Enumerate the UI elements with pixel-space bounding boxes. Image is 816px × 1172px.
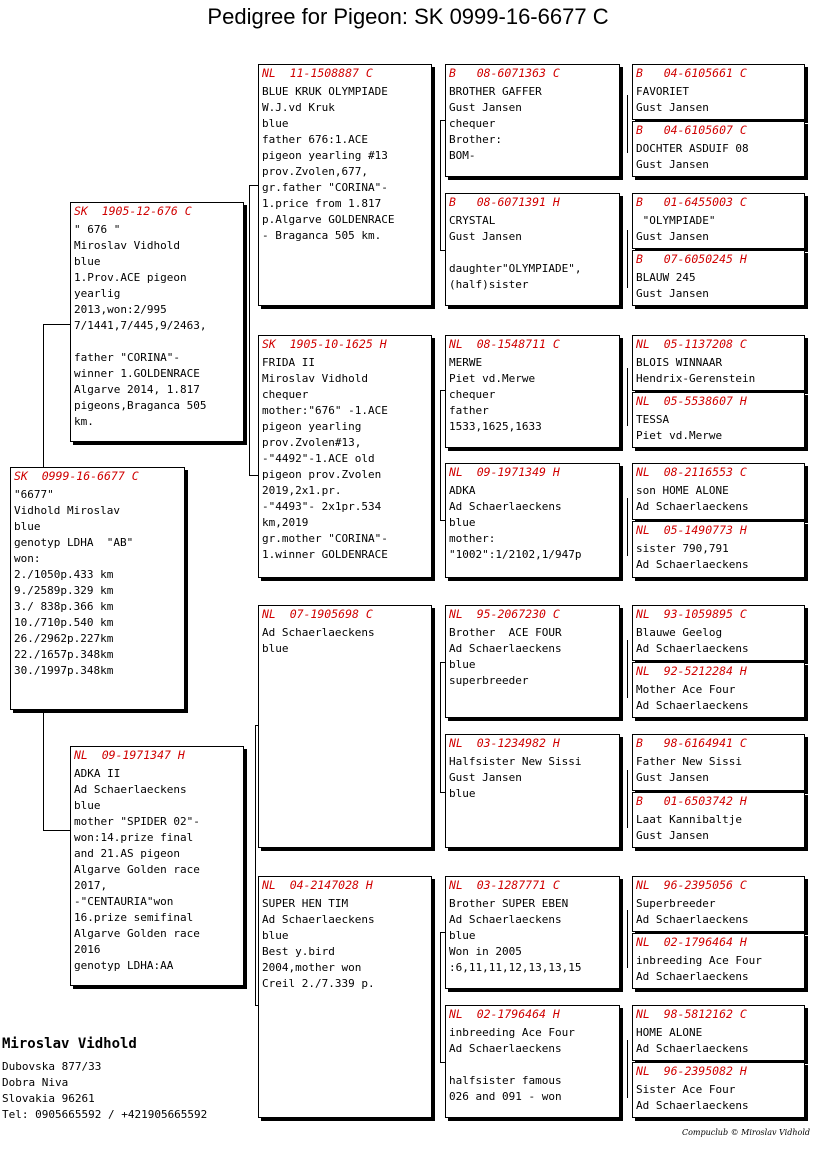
ring-number: B 08-6071363 C bbox=[449, 66, 560, 80]
pigeon-details: inbreeding Ace Four Ad Schaerlaeckens halfsister famous 026 and 091 - won bbox=[449, 1026, 575, 1103]
pigeon-details: Superbreeder Ad Schaerlaeckens bbox=[636, 897, 749, 926]
ssd-card bbox=[445, 193, 620, 306]
pigeon-details: FAVORIET Gust Jansen bbox=[636, 85, 709, 114]
ring-number: NL 07-1905698 C bbox=[262, 607, 373, 621]
gen5-card-12 bbox=[632, 792, 805, 848]
footer-credit: Compuclub © Miroslav Vidhold bbox=[681, 1128, 810, 1137]
pigeon-details: "OLYMPIADE" Gust Jansen bbox=[636, 214, 716, 243]
gen5-card-10 bbox=[632, 662, 805, 718]
pigeon-details: Ad Schaerlaeckens blue bbox=[262, 626, 375, 655]
pigeon-details: BLUE KRUK OLYMPIADE W.J.vd Kruk blue father 676:1.ACE pigeon yearling #13 prov.Zvolen,677, gr.father "CORINA"- 1.price from 1.817 p.Algarve GOLDENRACE - Braganca 505 km. bbox=[262, 85, 395, 242]
pigeon-details: TESSA Piet vd.Merwe bbox=[636, 413, 723, 442]
pigeon-details: FRIDA II Miroslav Vidhold chequer mother:"676" -1.ACE pigeon yearling prov.Zvolen#13, -"4492"-1.ACE old pigeon prov.Zvolen 2019,2x1.pr. -"4493"- 2x1pr.534 km,2019 gr.mother "CORINA"- 1.winner GOLDENRACE bbox=[262, 356, 388, 561]
gen5-card-14 bbox=[632, 933, 805, 989]
pigeon-details: CRYSTAL Gust Jansen daughter"OLYMPIADE", (half)sister bbox=[449, 214, 582, 291]
pigeon-details: Laat Kannibaltje Gust Jansen bbox=[636, 813, 742, 842]
pigeon-details: Mother Ace Four Ad Schaerlaeckens bbox=[636, 683, 749, 712]
pigeon-details: Sister Ace Four Ad Schaerlaeckens bbox=[636, 1083, 749, 1112]
pigeon-details: " 676 " Miroslav Vidhold blue 1.Prov.ACE pigeon yearlig 2013,won:2/995 7/1441,7/445,9/2463, father "CORINA"- winner 1.GOLDENRACE Algarve 2014, 1.817 pigeons,Braganca 505 km. bbox=[74, 223, 207, 428]
breeder-country: Slovakia 96261 bbox=[2, 1092, 95, 1105]
ring-number: NL 08-2116553 C bbox=[636, 465, 747, 479]
pigeon-details: inbreeding Ace Four Ad Schaerlaeckens bbox=[636, 954, 762, 983]
dam-dam-card bbox=[258, 876, 432, 1118]
pigeon-details: Blauwe Geelog Ad Schaerlaeckens bbox=[636, 626, 749, 655]
sdd-card bbox=[445, 463, 620, 578]
breeder-name: Miroslav Vidhold bbox=[2, 1036, 137, 1052]
sds-card bbox=[445, 335, 620, 448]
ring-number: B 01-6503742 H bbox=[636, 794, 747, 808]
ring-number: NL 98-5812162 C bbox=[636, 1007, 747, 1021]
page-title: Pedigree for Pigeon: SK 0999-16-6677 C bbox=[207, 4, 609, 29]
ring-number: NL 05-1490773 H bbox=[636, 523, 747, 537]
pigeon-details: HOME ALONE Ad Schaerlaeckens bbox=[636, 1026, 749, 1055]
ring-number: B 04-6105607 C bbox=[636, 123, 747, 137]
gen5-card-5 bbox=[632, 335, 805, 391]
gen5-card-1 bbox=[632, 64, 805, 120]
sss-card bbox=[445, 64, 620, 177]
gen5-card-6 bbox=[632, 392, 805, 448]
ring-number: NL 93-1059895 C bbox=[636, 607, 747, 621]
ring-number: NL 09-1971347 H bbox=[74, 748, 185, 762]
ring-number: NL 03-1234982 H bbox=[449, 736, 560, 750]
ring-number: SK 0999-16-6677 C bbox=[14, 469, 139, 483]
gen5-card-15 bbox=[632, 1005, 805, 1061]
ring-number: NL 05-5538607 H bbox=[636, 394, 747, 408]
ring-number: B 01-6455003 C bbox=[636, 195, 747, 209]
ring-number: NL 02-1796464 H bbox=[636, 935, 747, 949]
ring-number: NL 04-2147028 H bbox=[262, 878, 373, 892]
ring-number: NL 03-1287771 C bbox=[449, 878, 560, 892]
dsd-card bbox=[445, 734, 620, 848]
dam-sire-card bbox=[258, 605, 432, 848]
ring-number: NL 96-2395082 H bbox=[636, 1064, 747, 1078]
gen5-card-11 bbox=[632, 734, 805, 791]
breeder-phone: Tel: 0905665592 / +421905665592 bbox=[2, 1108, 208, 1121]
ring-number: NL 92-5212284 H bbox=[636, 664, 747, 678]
gen5-card-13 bbox=[632, 876, 805, 932]
dss-card bbox=[445, 605, 620, 718]
ring-number: B 08-6071391 H bbox=[449, 195, 560, 209]
gen5-card-3 bbox=[632, 193, 805, 249]
ring-number: B 98-6164941 C bbox=[636, 736, 747, 750]
ddd-card bbox=[445, 1005, 620, 1118]
ring-number: SK 1905-10-1625 H bbox=[262, 337, 387, 351]
ring-number: NL 11-1508887 C bbox=[262, 66, 373, 80]
pigeon-details: ADKA Ad Schaerlaeckens blue mother: "1002":1/2102,1/947p bbox=[449, 484, 582, 561]
subject-pigeon-card bbox=[10, 467, 185, 710]
ring-number: NL 02-1796464 H bbox=[449, 1007, 560, 1021]
pigeon-details: Brother SUPER EBEN Ad Schaerlaeckens blue Won in 2005 :6,11,11,12,13,13,15 bbox=[449, 897, 582, 974]
dam-card bbox=[70, 746, 244, 986]
ring-number: SK 1905-12-676 C bbox=[74, 204, 192, 218]
pigeon-details: sister 790,791 Ad Schaerlaeckens bbox=[636, 542, 749, 571]
gen5-card-16 bbox=[632, 1062, 805, 1118]
gen5-card-2 bbox=[632, 121, 805, 177]
ring-number: NL 95-2067230 C bbox=[449, 607, 560, 621]
ring-number: NL 08-1548711 C bbox=[449, 337, 560, 351]
sire-sire-card bbox=[258, 64, 432, 306]
sire-card bbox=[70, 202, 244, 442]
pigeon-details: Brother ACE FOUR Ad Schaerlaeckens blue superbreeder bbox=[449, 626, 562, 687]
dds-card bbox=[445, 876, 620, 989]
pigeon-details: BLAUW 245 Gust Jansen bbox=[636, 271, 709, 300]
pigeon-details: DOCHTER ASDUIF 08 Gust Jansen bbox=[636, 142, 749, 171]
pigeon-details: MERWE Piet vd.Merwe chequer father 1533,1625,1633 bbox=[449, 356, 542, 433]
breeder-street: Dubovska 877/33 bbox=[2, 1060, 102, 1073]
ring-number: B 04-6105661 C bbox=[636, 66, 747, 80]
breeder-city: Dobra Niva bbox=[2, 1076, 69, 1089]
pigeon-details: BROTHER GAFFER Gust Jansen chequer Brother: BOM- bbox=[449, 85, 542, 162]
pigeon-details: Halfsister New Sissi Gust Jansen blue bbox=[449, 755, 582, 800]
gen5-card-9 bbox=[632, 605, 805, 661]
pigeon-details: SUPER HEN TIM Ad Schaerlaeckens blue Best y.bird 2004,mother won Creil 2./7.339 p. bbox=[262, 897, 375, 990]
pigeon-details: ADKA II Ad Schaerlaeckens blue mother "SPIDER 02"- won:14.prize final and 21.AS pigeon Algarve Golden race 2017, -"CENTAURIA"won 16.prize semifinal Algarve Golden race 2016 genotyp LDHA:AA bbox=[74, 767, 200, 972]
pigeon-details: BLOIS WINNAAR Hendrix-Gerenstein bbox=[636, 356, 756, 385]
pigeon-details: Father New Sissi Gust Jansen bbox=[636, 755, 742, 784]
ring-number: NL 05-1137208 C bbox=[636, 337, 747, 351]
pigeon-details: "6677" Vidhold Miroslav blue genotyp LDHA "AB" won: 2./1050p.433 km 9./2589p.329 km 3./ 838p.366 km 10./710p.540 km 26./2962p.227km 22./1657p.348km 30./1997p.348km bbox=[14, 488, 134, 677]
ring-number: NL 09-1971349 H bbox=[449, 465, 560, 479]
ring-number: B 07-6050245 H bbox=[636, 252, 747, 266]
sire-dam-card bbox=[258, 335, 432, 578]
ring-number: NL 96-2395056 C bbox=[636, 878, 747, 892]
gen5-card-7 bbox=[632, 463, 805, 520]
pigeon-details: son HOME ALONE Ad Schaerlaeckens bbox=[636, 484, 749, 513]
gen5-card-8 bbox=[632, 521, 805, 578]
gen5-card-4 bbox=[632, 250, 805, 306]
